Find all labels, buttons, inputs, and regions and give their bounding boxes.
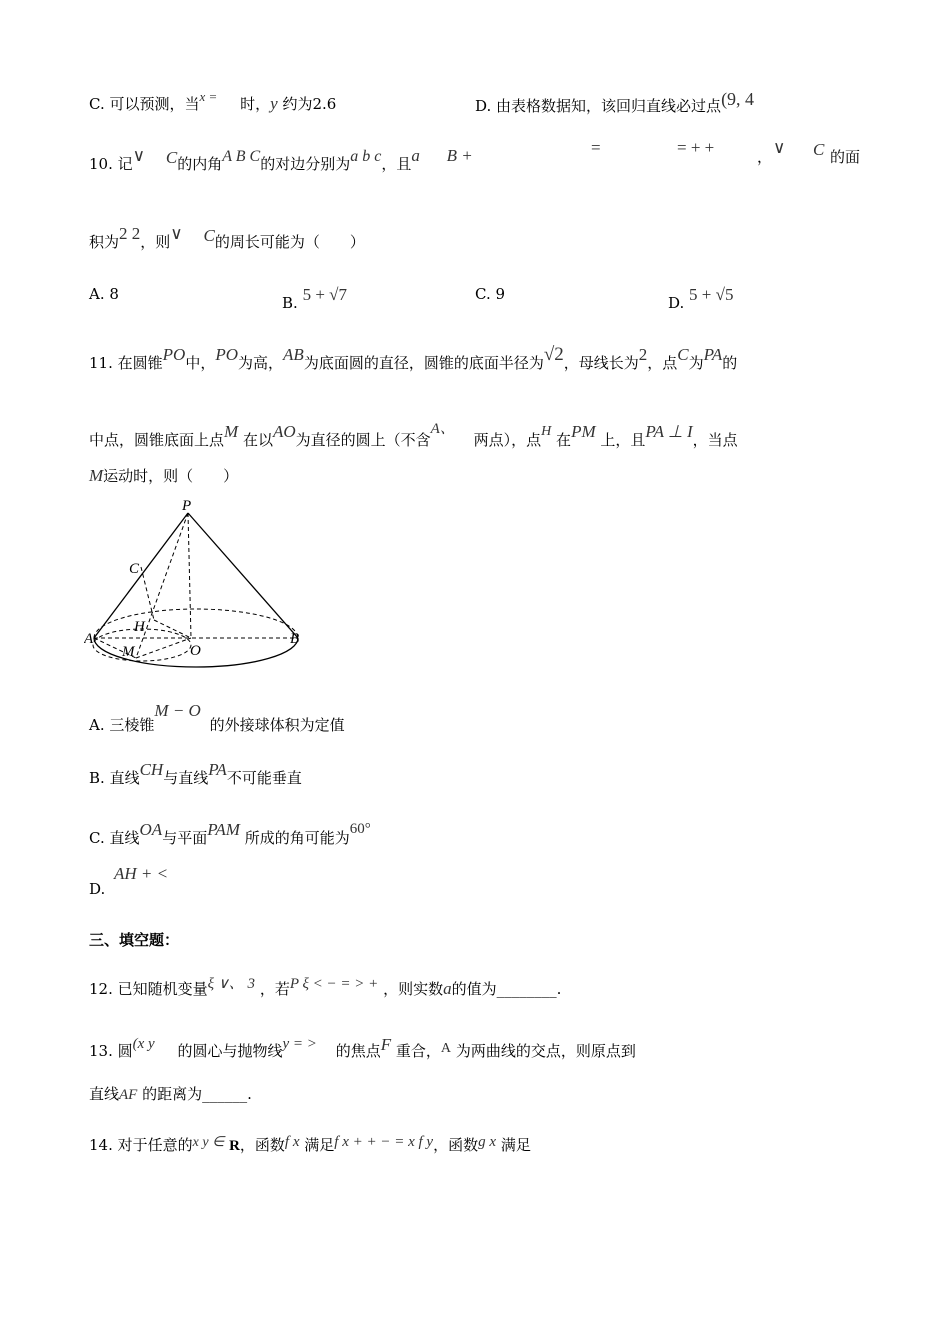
q10-option-c[interactable] (475, 285, 505, 303)
question-text: ，若 (259, 980, 290, 998)
question-text: 在圆锥 (117, 354, 163, 372)
math-expression: PM (571, 422, 596, 441)
option-text: 由表格数据知，该回归直线必过点 (496, 97, 722, 115)
math-expression: y = > (282, 1036, 317, 1052)
cone-edge-pb (188, 513, 298, 638)
math-variable: C (165, 148, 178, 167)
math-expression: AF (119, 1087, 138, 1103)
option-value: 9 (495, 285, 506, 303)
question-text: 的周长可能为（ ） (214, 233, 365, 251)
q11-option-c[interactable] (89, 820, 371, 847)
point-label-p: P (182, 498, 192, 514)
math-variable: M (224, 422, 239, 441)
point-label-c: C (129, 561, 140, 577)
option-text: 与平面 (162, 829, 208, 847)
question-10-line-2 (89, 224, 365, 251)
option-text: 时， (240, 95, 271, 113)
math-symbol: ∨ (132, 146, 146, 165)
question-11-line-2 (89, 420, 738, 449)
math-expression: 2 2 (119, 224, 141, 243)
math-variable: C (813, 140, 825, 159)
question-text: 为高， (238, 354, 284, 372)
question-13-line-1 (89, 1035, 636, 1060)
math-variable: C (203, 226, 215, 245)
answer-blank[interactable]: 的距离为______. (142, 1085, 252, 1103)
question-number: 10. (89, 155, 113, 173)
option-value: 8 (109, 285, 119, 303)
math-expression: PA ⊥ I (645, 422, 693, 441)
q10-option-b[interactable] (282, 285, 347, 312)
question-text: ，且 (381, 155, 412, 173)
math-expression: P ξ < − = > + (289, 976, 379, 992)
question-text: 在 (556, 431, 572, 449)
math-expression: a b c (350, 148, 382, 165)
math-expression: OA (139, 820, 163, 839)
question-text: ，当点 (692, 431, 738, 449)
question-text: 上，且 (600, 431, 646, 449)
q10-option-a[interactable] (89, 285, 119, 303)
q11-option-b[interactable] (89, 760, 302, 787)
math-expression: g x (478, 1134, 497, 1150)
line-pm (136, 513, 188, 658)
math-expression: PAM (207, 820, 240, 839)
math-expression: PA (208, 760, 227, 779)
math-variable: C (677, 345, 689, 364)
option-text: 约为 (282, 95, 313, 113)
question-text: ，则实数 (383, 980, 444, 998)
question-text: 对于任意的 (117, 1136, 193, 1154)
q10-option-d[interactable] (668, 285, 733, 312)
math-variable: M (89, 466, 104, 485)
q11-option-d[interactable]: D. (89, 880, 106, 898)
question-12 (89, 975, 561, 999)
option-text: 与直线 (163, 769, 209, 787)
question-text: ，点 (647, 354, 678, 372)
option-label: A. (89, 716, 105, 734)
question-number: 14. (89, 1136, 113, 1154)
math-variable: y (270, 94, 278, 113)
question-14 (89, 1133, 531, 1155)
math-expression: x y ∈ (192, 1135, 225, 1150)
math-expression: 5 + √5 (689, 285, 734, 304)
option-text: 三棱锥 (109, 716, 155, 734)
option-label: A. (89, 285, 105, 303)
question-text: 在以 (242, 431, 273, 449)
question-text: 中， (185, 354, 216, 372)
option-text: 不可能垂直 (226, 769, 302, 787)
option-value: 2.6 (312, 95, 337, 113)
option-c-line (89, 89, 336, 114)
height-po (188, 513, 191, 638)
question-number: 12. (89, 980, 113, 998)
math-expression: = + + (677, 138, 715, 157)
math-variable: A、 (430, 421, 455, 437)
math-expression: √2 (543, 344, 564, 365)
question-text: 为 (688, 354, 704, 372)
math-expression: PO (215, 345, 239, 364)
question-text: 的面 (830, 148, 861, 166)
question-text: 的圆心与抛物线 (177, 1042, 283, 1060)
math-expression: ξ ∨、 3 (207, 976, 256, 992)
question-text: 满足 (304, 1136, 335, 1154)
option-label: D. (668, 294, 685, 312)
math-expression: (x y (132, 1036, 155, 1052)
math-variable: A (440, 1041, 452, 1056)
question-text: 已知随机变量 (117, 980, 208, 998)
option-label: C. (475, 285, 491, 303)
question-text: ，则 (140, 233, 171, 251)
question-text: ，函数 (239, 1136, 285, 1154)
question-text: 圆 (117, 1042, 133, 1060)
math-expression: 60° (349, 821, 371, 837)
line-mo (136, 638, 191, 658)
question-text: 的内角 (177, 155, 223, 173)
math-expression: AB (283, 345, 304, 364)
option-label: B. (282, 294, 298, 312)
math-variable: F (380, 1035, 392, 1054)
math-symbol: ∨ (773, 138, 786, 157)
question-13-line-2 (89, 1085, 252, 1104)
math-expression: AO (272, 422, 296, 441)
question-text: 为底面圆的直径，圆锥的底面半径为 (303, 354, 544, 372)
math-expression: A B C (222, 148, 261, 165)
point-label-m: M (122, 644, 135, 660)
math-expression: f x + + − = x f y (334, 1134, 434, 1150)
option-label: C. (89, 829, 105, 847)
option-d-line (475, 89, 754, 115)
option-text: 直线 (109, 769, 140, 787)
math-symbol: ∨ (170, 224, 183, 243)
point-label-b: B (290, 631, 300, 647)
math-variable: H (541, 424, 552, 439)
math-set: R (229, 1138, 240, 1154)
question-text: 直线 (89, 1085, 120, 1103)
option-text: 所成的角可能为 (244, 829, 350, 847)
answer-blank[interactable]: 的值为________. (451, 980, 562, 998)
math-variable: a (443, 979, 452, 998)
math-expression: f x (284, 1134, 300, 1150)
point-label-h: H (134, 619, 145, 635)
math-symbol: = (591, 138, 601, 157)
question-11-line-3 (89, 466, 238, 486)
option-text: 直线 (109, 829, 140, 847)
cone-figure (84, 495, 314, 670)
question-text: 记 (117, 155, 133, 173)
question-text: 重合， (395, 1042, 441, 1060)
question-number: 11. (89, 354, 113, 372)
math-expression: x = (199, 89, 218, 104)
math-expression: 2 (638, 345, 648, 364)
question-text: 两点），点 (473, 431, 542, 449)
option-label: D. (475, 97, 492, 115)
line-ho (154, 620, 191, 638)
math-expression: B + (446, 146, 473, 165)
question-text: ，母线长为 (563, 354, 639, 372)
math-variable: a (411, 146, 420, 165)
question-10-line-1 (89, 146, 473, 173)
question-text: 为直径的圆上（不含 (295, 431, 431, 449)
cone-base-back (94, 609, 298, 638)
question-text: 为两曲线的交点，则原点到 (455, 1042, 636, 1060)
math-expression: 5 + √7 (302, 285, 347, 304)
question-number: 13. (89, 1042, 113, 1060)
question-text: 的 (722, 354, 738, 372)
point-label-a: A (84, 631, 94, 647)
question-text: 中点，圆锥底面上点 (89, 431, 225, 449)
question-text: 的对边分别为 (260, 155, 351, 173)
question-text: 积为 (89, 233, 120, 251)
section-heading: 三、填空题： (89, 931, 180, 949)
question-text: ，函数 (433, 1136, 479, 1154)
point-label-o: O (190, 643, 201, 659)
q11-option-a[interactable] (89, 701, 345, 734)
math-expression: M − O (154, 701, 201, 720)
question-text: 的焦点 (335, 1042, 381, 1060)
math-expression: (9, 4 (721, 89, 755, 109)
math-expression: CH (139, 760, 164, 779)
question-11-line-1 (89, 344, 737, 372)
option-label: B. (89, 769, 105, 787)
question-text: 运动时，则（ ） (103, 467, 239, 485)
option-text: 的外接球体积为定值 (209, 716, 345, 734)
math-expression: PA (703, 345, 723, 364)
math-expression: AH + < (114, 864, 169, 883)
question-text: 满足 (500, 1136, 531, 1154)
option-label: C. (89, 95, 105, 113)
option-text: 可以预测，当 (109, 95, 200, 113)
math-expression: PO (162, 345, 186, 364)
question-text: ， (757, 148, 773, 166)
